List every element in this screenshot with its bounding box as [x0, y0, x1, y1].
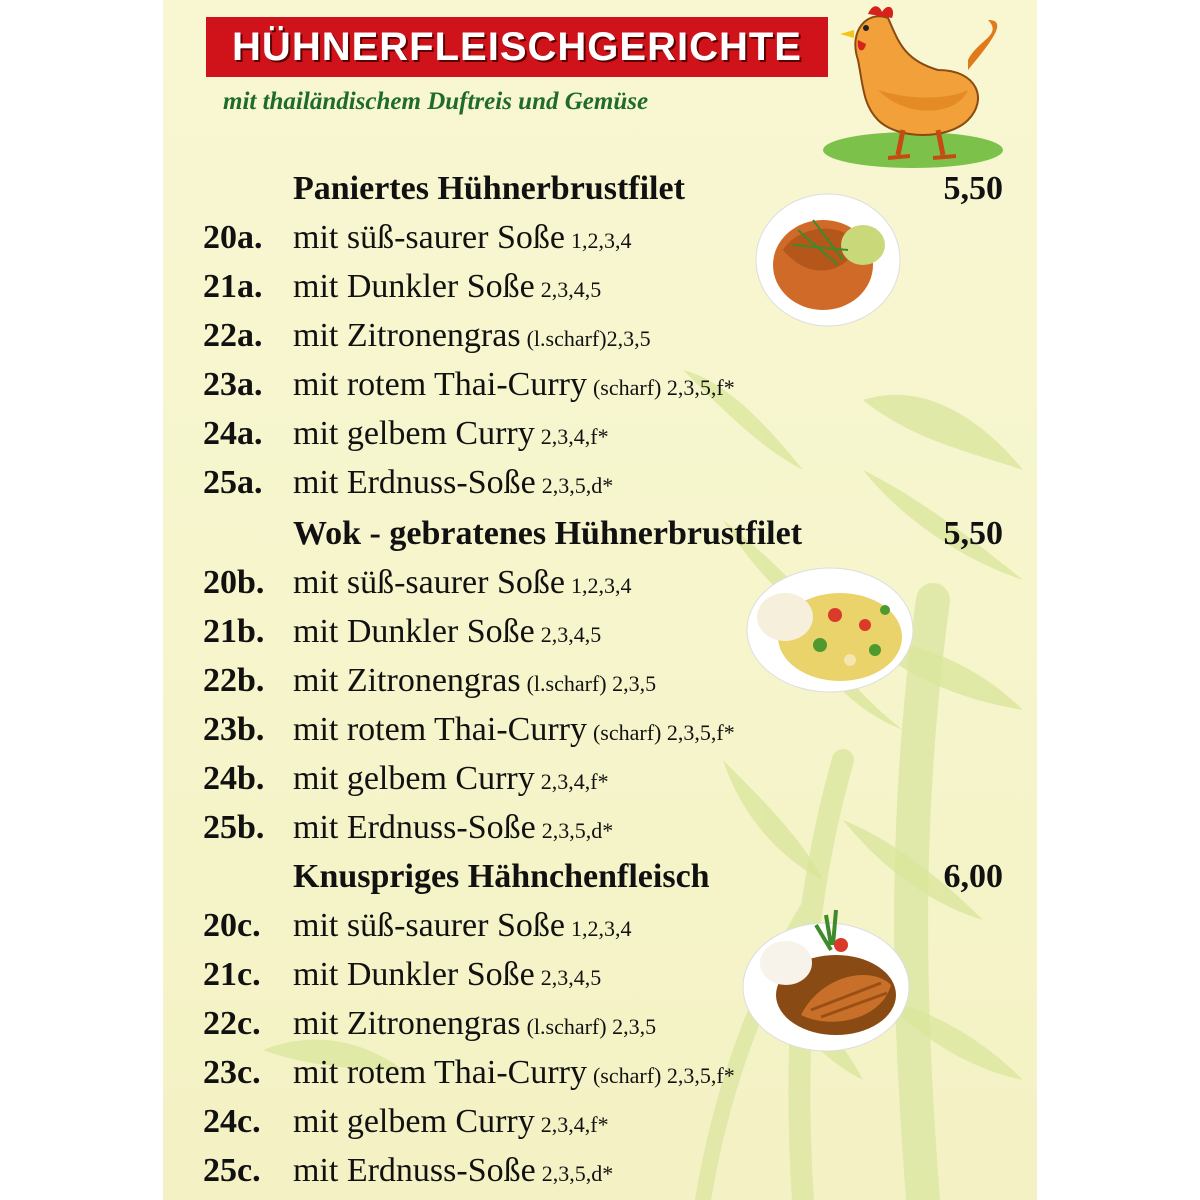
- item-name-line: [293, 1152, 613, 1190]
- page-title: HÜHNERFLEISCHGERICHTE: [232, 25, 802, 69]
- item-number: 20a.: [203, 219, 263, 256]
- item-name: mit Zitronengras: [293, 662, 521, 699]
- item-name: mit rotem Thai-Curry: [293, 711, 587, 748]
- item-number: 24a.: [203, 415, 263, 452]
- item-additives: 2,3,4,f*: [540, 424, 609, 449]
- item-name-line: [293, 317, 651, 355]
- item-additives: 2,3,4,5: [540, 622, 602, 647]
- item-number: 21c.: [203, 956, 261, 993]
- item-number: 25b.: [203, 809, 265, 846]
- item-additives: 1,2,3,4: [570, 228, 632, 253]
- section-price: 5,50: [943, 515, 1003, 552]
- menu-page: [163, 0, 1037, 1200]
- item-additives: (l.scharf)2,3,5: [526, 326, 651, 351]
- item-number: 23b.: [203, 711, 265, 748]
- item-name: mit rotem Thai-Curry: [293, 1054, 587, 1091]
- item-name: mit Zitronengras: [293, 1005, 521, 1042]
- item-name-line: [293, 907, 631, 945]
- item-additives: 2,3,4,5: [540, 277, 602, 302]
- rooster-icon: [818, 0, 1008, 172]
- item-number: 25a.: [203, 464, 263, 501]
- item-name: mit gelbem Curry: [293, 760, 535, 797]
- item-name: mit Erdnuss-Soße: [293, 1152, 536, 1189]
- item-number: 22a.: [203, 317, 263, 354]
- item-number: 24c.: [203, 1103, 261, 1140]
- item-name: mit Erdnuss-Soße: [293, 809, 536, 846]
- item-name-line: [293, 464, 613, 502]
- item-name-line: [293, 219, 631, 257]
- item-name-line: [293, 809, 613, 847]
- item-number: 22b.: [203, 662, 265, 699]
- wok-chicken-dish: [745, 565, 915, 695]
- section-price: 5,50: [943, 170, 1003, 207]
- item-name-line: [293, 711, 735, 749]
- item-number: 23c.: [203, 1054, 261, 1091]
- item-additives: (scharf) 2,3,5,f*: [592, 375, 735, 400]
- item-name-line: [293, 415, 609, 453]
- item-name-line: [293, 662, 656, 700]
- item-name-line: [293, 760, 609, 798]
- item-name: mit süß-saurer Soße: [293, 219, 565, 256]
- item-name-line: [293, 956, 601, 994]
- item-name: mit Zitronengras: [293, 317, 521, 354]
- item-name-line: [293, 366, 735, 404]
- section-price: 6,00: [943, 858, 1003, 895]
- item-additives: 2,3,5,d*: [541, 473, 614, 498]
- item-name-line: [293, 268, 601, 306]
- item-name: mit Erdnuss-Soße: [293, 464, 536, 501]
- item-number: 20b.: [203, 564, 265, 601]
- item-name: mit Dunkler Soße: [293, 268, 535, 305]
- item-number: 23a.: [203, 366, 263, 403]
- item-name: mit gelbem Curry: [293, 1103, 535, 1140]
- item-additives: 2,3,5,d*: [541, 818, 614, 843]
- subtitle: mit thailändischem Duftreis und Gemüse: [223, 88, 649, 115]
- section-title: Wok - gebratenes Hühnerbrustfilet: [293, 515, 803, 552]
- item-name: mit süß-saurer Soße: [293, 564, 565, 601]
- section-title: Knuspriges Hähnchenfleisch: [293, 858, 710, 895]
- item-name-line: [293, 613, 601, 651]
- item-additives: (scharf) 2,3,5,f*: [592, 720, 735, 745]
- item-additives: 1,2,3,4: [570, 916, 632, 941]
- item-name: mit rotem Thai-Curry: [293, 366, 587, 403]
- item-additives: 2,3,4,5: [540, 965, 602, 990]
- breaded-chicken-dish: [753, 190, 903, 330]
- section-title: Paniertes Hühnerbrustfilet: [293, 170, 685, 207]
- title-banner: [206, 17, 828, 77]
- item-additives: 1,2,3,4: [570, 573, 632, 598]
- item-additives: (l.scharf) 2,3,5: [526, 1014, 657, 1039]
- item-name-line: [293, 564, 631, 602]
- item-additives: (l.scharf) 2,3,5: [526, 671, 657, 696]
- item-number: 21b.: [203, 613, 265, 650]
- item-name-line: [293, 1054, 735, 1092]
- item-name: mit Dunkler Soße: [293, 613, 535, 650]
- item-additives: (scharf) 2,3,5,f*: [592, 1063, 735, 1088]
- item-number: 25c.: [203, 1152, 261, 1189]
- item-number: 24b.: [203, 760, 265, 797]
- item-additives: 2,3,4,f*: [540, 1112, 609, 1137]
- item-name: mit Dunkler Soße: [293, 956, 535, 993]
- item-name-line: [293, 1103, 609, 1141]
- item-name: mit süß-saurer Soße: [293, 907, 565, 944]
- crispy-chicken-dish: [741, 905, 911, 1055]
- item-number: 20c.: [203, 907, 261, 944]
- item-number: 22c.: [203, 1005, 261, 1042]
- item-number: 21a.: [203, 268, 263, 305]
- item-name-line: [293, 1005, 656, 1043]
- item-name: mit gelbem Curry: [293, 415, 535, 452]
- item-additives: 2,3,5,d*: [541, 1161, 614, 1186]
- item-additives: 2,3,4,f*: [540, 769, 609, 794]
